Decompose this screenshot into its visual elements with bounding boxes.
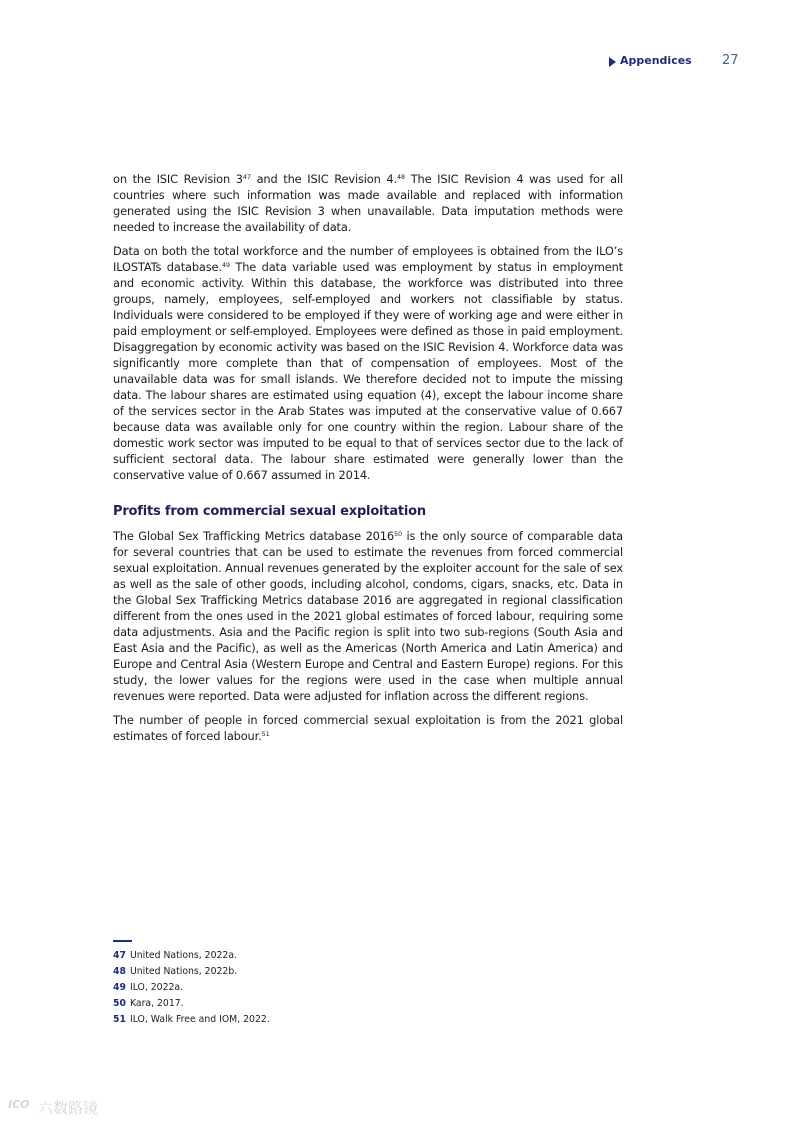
footnote-number: 50 <box>113 998 126 1009</box>
footnote-text: United Nations, 2022a. <box>129 950 237 961</box>
paragraph <box>113 528 623 704</box>
page-header <box>0 54 793 70</box>
main-body <box>113 171 623 752</box>
paragraph-text: The ISIC Revision 4 was used for all countries where such information was made available and replaced with information generated using the ISIC Revision 3 when unavailable. Data imputation methods were needed to increase the availability of data. <box>113 172 623 234</box>
paragraph-text: The Global Sex Trafficking Metrics database 2016 <box>113 529 394 543</box>
paragraph <box>113 712 623 744</box>
section-heading: Profits from commercial sexual exploitation <box>113 504 426 519</box>
paragraph-text: The data variable used was employment by status in employment and economic activity. Within this database, the workforce was distributed into three groups, namely, employees, self-employed and workers not classifiable by status. Individuals were considered to be employed if they were of working age and were either in paid employment or self-employed. Employees were defined as those in paid employment. Disaggregation by economic activity was based on the ISIC Revision 4. Workforce data was significantly more complete than that of compensation of employees. Most of the unavailable data was for small islands. We therefore decided not to impute the missing data. The labour shares are estimated using equation (4), except the labour income share of the services sector in the Arab States was imputed at the conservative value of 0.667 because data was available only for one country within the region. Labour share of the domestic work sector was imputed to be equal to that of services sector due to the lack of sufficient sectoral data. The labour share estimated were generally lower than the conservative value of 0.667 assumed in 2014. <box>113 260 623 482</box>
paragraph-text: on the ISIC Revision 3 <box>113 172 243 186</box>
intro-paragraphs <box>113 171 623 483</box>
footnote-number: 51 <box>113 1014 126 1025</box>
footnote-number: 47 <box>113 950 126 961</box>
footnote-ref: 51 <box>261 730 270 738</box>
footnote <box>113 964 513 980</box>
section-paragraphs <box>113 528 623 744</box>
footnote-ref: 50 <box>393 530 402 538</box>
footnote-text: United Nations, 2022b. <box>129 966 238 977</box>
footnote <box>113 948 513 964</box>
footnote-divider <box>113 940 132 942</box>
footnote-ref: 47 <box>242 173 251 181</box>
paragraph <box>113 171 623 235</box>
paragraph-text: is the only source of comparable data for several countries that can be used to estimate the revenues from forced commercial sexual exploitation. Annual revenues generated by the exploiter account for the sale of sex as well as the sale of other goods, including alcohol, condoms, cigars, snacks, etc. Data in the Global Sex Trafficking Metrics database 2016 are aggregated in regional classification different from the ones used in the 2021 global estimates of forced labour, requiring some data adjustments. Asia and the Pacific region is split into two sub-regions (South Asia and East Asia and the Pacific), as well as the Americas (North America and Latin America) and Europe and Central Asia (Western Europe and Central and Eastern Europe) regions. For this study, the lower values for the regions were used in the case when multiple annual revenues were reported. Data were adjusted for inflation across the different regions. <box>113 529 623 703</box>
footnote-text: ILO, 2022a. <box>129 982 184 993</box>
footnote-text: Kara, 2017. <box>129 998 184 1009</box>
footnote <box>113 980 513 996</box>
section-arrow-icon <box>609 57 616 67</box>
footnote <box>113 996 513 1012</box>
footnote-text: ILO, Walk Free and IOM, 2022. <box>129 1014 270 1025</box>
watermark-logo: ICO <box>8 1098 30 1111</box>
footnotes <box>113 940 513 1028</box>
footnote <box>113 1012 513 1028</box>
paragraph-text: and the ISIC Revision 4. <box>250 172 397 186</box>
page-number: 27 <box>722 53 739 68</box>
watermark-text: 六数路镜 <box>38 1099 99 1117</box>
paragraph-text: Data on both the total workforce and the number of employees is obtained from the ILO’s ILOSTATs database. <box>113 244 623 274</box>
section-title: Appendices <box>620 54 692 67</box>
paragraph-text: The number of people in forced commercial sexual exploitation is from the 2021 global estimates of forced labour. <box>113 713 623 743</box>
footnote-ref: 48 <box>397 173 405 181</box>
footnote-ref: 49 <box>221 261 230 269</box>
footnote-number: 49 <box>113 982 126 993</box>
paragraph <box>113 243 623 483</box>
footnote-number: 48 <box>113 966 126 977</box>
